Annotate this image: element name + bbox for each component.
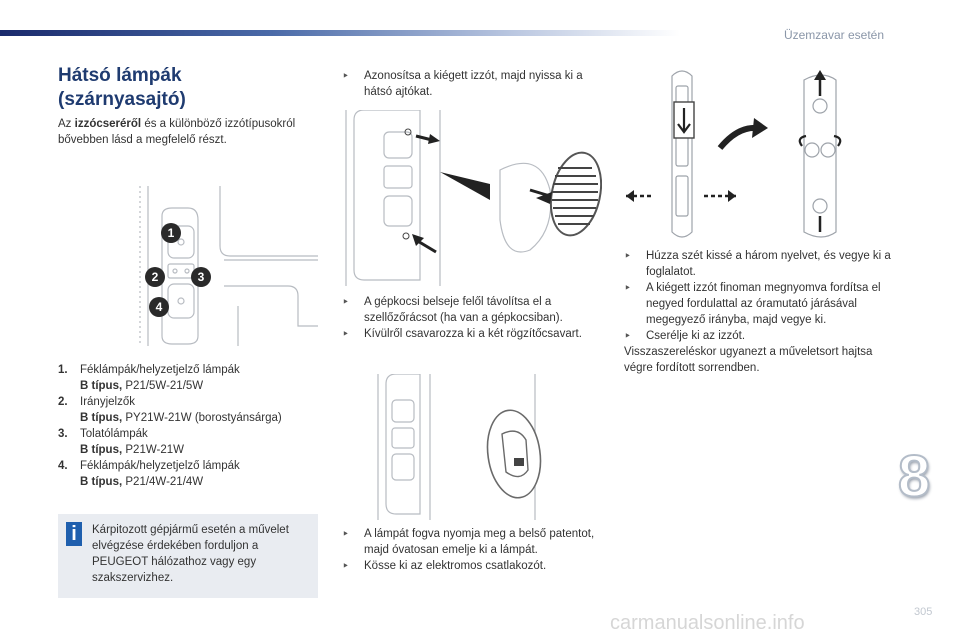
step-item: ‣ A kiégett izzót finoman megnyomva fordítsa el negyed fordulattal az óramutató járásával megegyező irányba, majd vegye ki. [624,280,896,328]
intro-paragraph [58,116,320,148]
step-item: ‣ Kösse ki az elektromos csatlakozót. [342,558,604,574]
lamp-item-4: 4. Féklámpák/helyzetjelző lámpák B típus, P21/4W-21/4W [58,460,240,488]
callout-2 [144,266,166,288]
lamp-item-3: 3. Tolatólámpák B típus, P21W-21W [58,428,184,456]
svg-text:1: 1 [167,226,175,240]
vent-grille-figure [340,110,602,286]
bulb-holder-figure [626,66,856,242]
reassembly-note: Visszaszereléskor ugyanezt a műveletsort hajtsa végre fordított sorrendben. [624,346,873,374]
step-item: ‣ Cserélje ki az izzót. [624,328,896,344]
svg-text:3: 3 [197,270,205,284]
callout-1 [160,222,182,244]
info-icon: i [66,522,82,546]
lamp-removal-figure [370,374,570,520]
chapter-title: Üzemzavar esetén [783,28,884,42]
lamp-list [58,362,320,490]
lamp-item-1: 1. Féklámpák/helyzetjelző lámpák B típus, P21/5W-21/5W [58,364,240,392]
section-title-line1: Hátsó lámpák [58,65,182,86]
step-item: ‣ Azonosítsa a kiégett izzót, majd nyissa ki a hátsó ajtókat. [342,68,604,100]
step-item: ‣ A gépkocsi belseje felől távolítsa el a szellőzőrácsot (ha van a gépkocsiban). [342,294,604,326]
footer-watermark: carmanualsonline.info [610,612,805,634]
section-title [58,64,186,112]
page-number: 305 [914,606,933,618]
callout-3 [190,266,212,288]
step-item: ‣ Húzza szét kissé a három nyelvet, és vegye ki a foglalatot. [624,248,896,280]
svg-text:2: 2 [151,270,159,284]
callout-4 [148,296,170,318]
lamp-item-2: 2. Irányjelzők B típus, PY21W-21W (borostyánsárga) [58,396,282,424]
step-list-col3 [624,248,896,376]
step-list-bottom [342,526,604,574]
svg-text:4: 4 [155,300,163,314]
chapter-number: 8 [898,444,931,509]
step-item: ‣ Kívülről csavarozza ki a két rögzítőcsavart. [342,326,604,342]
info-text: Kárpitozott gépjármű esetén a művelet elvégzése érdekében forduljon a PEUGEOT hálózathoz vagy egy szakszervizhez. [92,524,289,584]
section-title-line2: (szárnyasajtó) [58,89,186,110]
step-list-mid [342,294,604,342]
step-list-top [342,68,604,100]
header-bar [0,30,680,36]
info-box [58,514,318,598]
intro-post: és a különböző izzótípusokról bővebben lásd a megfelelő részt. [58,118,296,146]
intro-bold: izzócseréről [74,118,142,130]
step-item: ‣ A lámpát fogva nyomja meg a belső patentot, majd óvatosan emelje ki a lámpát. [342,526,604,558]
intro-pre: Az [58,118,72,130]
